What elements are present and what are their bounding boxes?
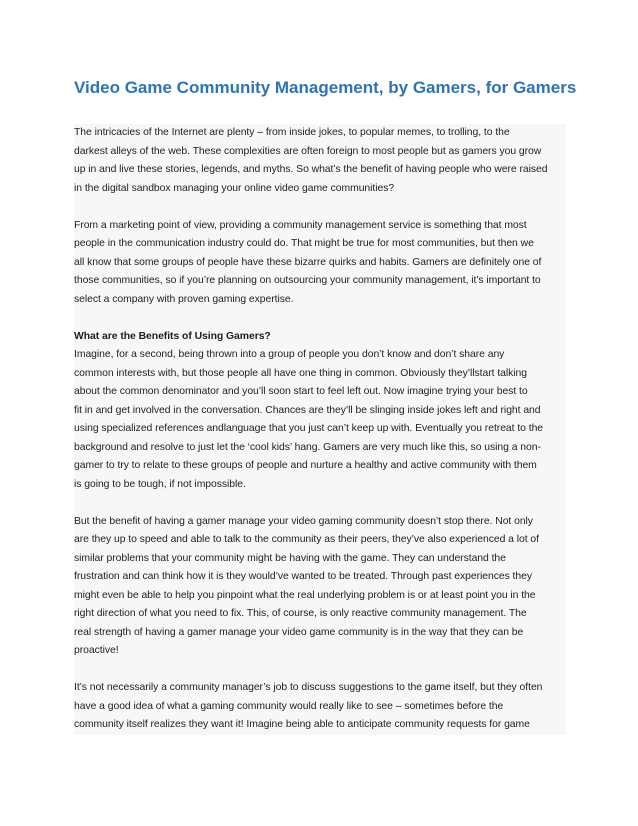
text-line: about the common denominator and you’ll soon start to feel left out. Now imagine trying your best to bbox=[74, 386, 528, 397]
text-line: community itself realizes they want it! Imagine being able to anticipate community requests for game bbox=[74, 719, 530, 730]
text-line: people in the communication industry could do. That might be true for most communities, but then we bbox=[74, 238, 534, 249]
text-line: similar problems that your community might be having with the game. They can understand the bbox=[74, 552, 506, 564]
paragraph-marketing bbox=[74, 217, 566, 310]
text-line: up in and live these stories, legends, and myths. So what’s the benefit of having people who were raised bbox=[74, 164, 548, 175]
text-line: From a marketing point of view, providing a community management service is something that most bbox=[74, 219, 527, 231]
text-line: darkest alleys of the web. These complexities are often foreign to most people but as gamers you grow bbox=[74, 145, 542, 157]
document-title: Video Game Community Management, by Gamers, for Gamers bbox=[74, 78, 577, 97]
text-line: in the digital sandbox managing your online video game communities? bbox=[74, 182, 395, 194]
text-line: But the benefit of having a gamer manage your video gaming community doesn’t stop there. Not only bbox=[74, 515, 533, 527]
text-line: common interests with, but those people all have one thing in common. Obviously they’llstart talking bbox=[74, 367, 528, 379]
section-heading-block bbox=[74, 328, 566, 347]
paragraph-imagine bbox=[74, 346, 566, 494]
text-line: fit in and get involved in the conversation. Chances are they’ll be slinging inside jokes left and right and bbox=[74, 404, 541, 416]
text-line: Imagine, for a second, being thrown into a group of people you don’t know and don’t share any bbox=[74, 349, 505, 360]
text-line: gamer to try to relate to these groups of people and nurture a healthy and active community with them bbox=[74, 460, 537, 471]
text-line: right direction of what you need to fix. This, of course, is only reactive community management. The bbox=[74, 608, 527, 619]
text-line: those communities, so if you’re planning on outsourcing your community management, it’s important to bbox=[74, 275, 541, 286]
text-line: might even be able to help you pinpoint what the real underlying problem is or at least point you in the bbox=[74, 589, 536, 601]
text-line: select a company with proven gaming expertise. bbox=[74, 293, 294, 305]
text-line: The intricacies of the Internet are plenty – from inside jokes, to popular memes, to trolling, to the bbox=[74, 127, 510, 138]
text-line: It’s not necessarily a community manager’s job to discuss suggestions to the game itself, but they often bbox=[74, 682, 543, 693]
text-line: have a good idea of what a gaming community would really like to see – sometimes before the bbox=[74, 700, 504, 712]
text-line: all know that some groups of people have these bizarre quirks and habits. Gamers are definitely one of bbox=[74, 256, 542, 268]
text-line: frustration and can think how it is they would’ve wanted to be treated. Through past experiences they bbox=[74, 571, 532, 582]
text-line: are they up to speed and able to talk to the community as their peers, they’ve also experienced a lot of bbox=[74, 534, 539, 545]
text-line: real strength of having a gamer manage your video game community is in the way that they can be bbox=[74, 626, 524, 638]
text-line: using specialized references andlanguage that you just can’t keep up with. Eventually you retreat to the bbox=[74, 423, 544, 434]
paragraph-benefit bbox=[74, 513, 566, 661]
paragraph-suggestions bbox=[74, 679, 566, 735]
text-line: proactive! bbox=[74, 645, 119, 656]
text-line: is going to be tough, if not impossible. bbox=[74, 478, 246, 490]
document-body bbox=[74, 124, 566, 735]
paragraph-intro bbox=[74, 124, 566, 198]
text-line: background and resolve to just let the ‘cool kids’ hang. Gamers are very much like this, so using a non- bbox=[74, 441, 541, 453]
section-heading: What are the Benefits of Using Gamers? bbox=[74, 330, 271, 342]
